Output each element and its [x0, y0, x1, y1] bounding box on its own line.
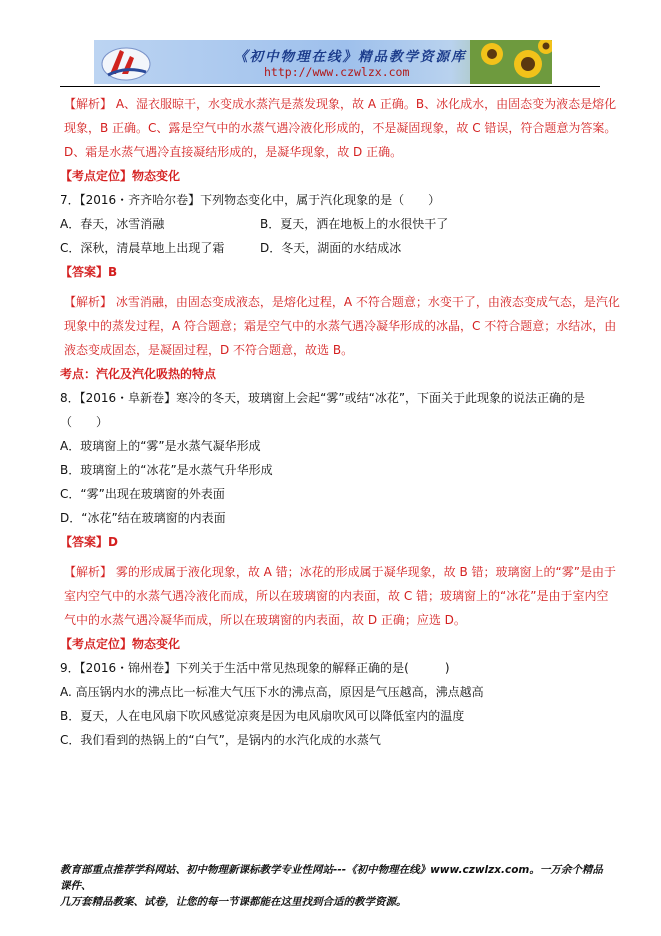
q7-analysis: 【解析】 冰雪消融，由固态变成液态，是熔化过程，A 不符合题意；水变干了，由液态变成气态，是汽化现象中的蒸发过程，A 符合题意；霜是空气中的水蒸气遇冷凝华形成的冰晶，C 不符合题意；水结冰，由液态变成固态，是凝固过程，D 不符合题意，故选 B。: [64, 295, 620, 357]
q8-stem: 8．【2016・阜新卷】寒冷的冬天，玻璃窗上会起“雾”或结“冰花”，下面关于此现象的说法正确的是: [60, 391, 586, 405]
q7-option-a: A．春天，冰雪消融: [60, 217, 165, 231]
q7-option-c: C．深秋，清晨草地上出现了霜: [60, 241, 225, 255]
footer-line-1: 教育部重点推荐学科网站、初中物理新课标教学专业性网站---《初中物理在线》www.czwlzx.com。一万余个精品课件、: [60, 864, 603, 892]
q6-kaodian: 【考点定位】物态变化: [60, 169, 181, 183]
q8-option-c: C．“雾”出现在玻璃窗的外表面: [60, 487, 225, 501]
q6-analysis: 【解析】 A、湿衣服晾干，水变成水蒸汽是蒸发现象，故 A 正确。B、冰化成水，由固态变为液态是熔化现象，B 正确。C、露是空气中的水蒸气遇冷液化形成的，不是凝固现象，故 C 错误，符合题意为答案。D、霜是水蒸气遇冷直接凝结形成的，是凝华现象，故 D 正确。: [64, 97, 617, 159]
q7-options-row1: [60, 212, 620, 236]
q9-option-b: B．夏天，人在电风扇下吹风感觉凉爽是因为电风扇吹风可以降低室内的温度: [60, 709, 465, 723]
header-rule: [60, 86, 600, 87]
q7-option-d: D．冬天，湖面的水结成冰: [260, 241, 402, 255]
page-footer: [60, 862, 610, 910]
banner-url[interactable]: http://www.czwlzx.com: [264, 65, 410, 79]
banner-title: 《初中物理在线》精品教学资源库: [234, 49, 467, 65]
q9-option-c: C．我们看到的热锅上的“白气”，是锅内的水汽化成的水蒸气: [60, 733, 381, 747]
q7-answer: 【答案】B: [60, 265, 118, 279]
document-body: [60, 92, 620, 752]
footer-line-2: 几万套精品教案、试卷，让您的每一节课都能在这里找到合适的教学资源。: [60, 896, 407, 908]
q8-option-b: B．玻璃窗上的“冰花”是水蒸气升华形成: [60, 463, 273, 477]
q8-option-d: D．“冰花”结在玻璃窗的内表面: [60, 511, 226, 525]
q7-options-row2: [60, 236, 620, 260]
sunflower-icon: [470, 40, 552, 84]
q7-option-b: B．夏天，洒在地板上的水很快干了: [260, 217, 449, 231]
q8-analysis: 【解析】 雾的形成属于液化现象，故 A 错；冰花的形成属于凝华现象，故 B 错；玻璃窗上的“雾”是由于室内空气中的水蒸气遇冷液化而成，所以在玻璃窗的内表面，故 C 错；玻璃窗上的“冰花”是由于室内空气中的水蒸气遇冷凝华而成，所以在玻璃窗的内表面，故 D 正确；应选 D。: [64, 565, 616, 627]
q8-paren: （ ）: [60, 415, 109, 429]
q9-option-a: A. 高压锅内水的沸点比一标准大气压下水的沸点高，原因是气压越高，沸点越高: [60, 685, 484, 699]
q9-stem: 9．【2016・锦州卷】下列关于生活中常见热现象的解释正确的是( ): [60, 661, 450, 675]
q7-kaodian: 考点：汽化及汽化吸热的特点: [60, 367, 217, 381]
q7-stem: 7．【2016・齐齐哈尔卷】下列物态变化中，属于汽化现象的是（ ）: [60, 193, 441, 207]
q8-answer: 【答案】D: [60, 535, 118, 549]
q8-option-a: A．玻璃窗上的“雾”是水蒸气凝华形成: [60, 439, 261, 453]
site-logo-icon: [100, 42, 152, 82]
q8-kaodian: 【考点定位】物态变化: [60, 637, 181, 651]
header-banner: [94, 40, 552, 84]
